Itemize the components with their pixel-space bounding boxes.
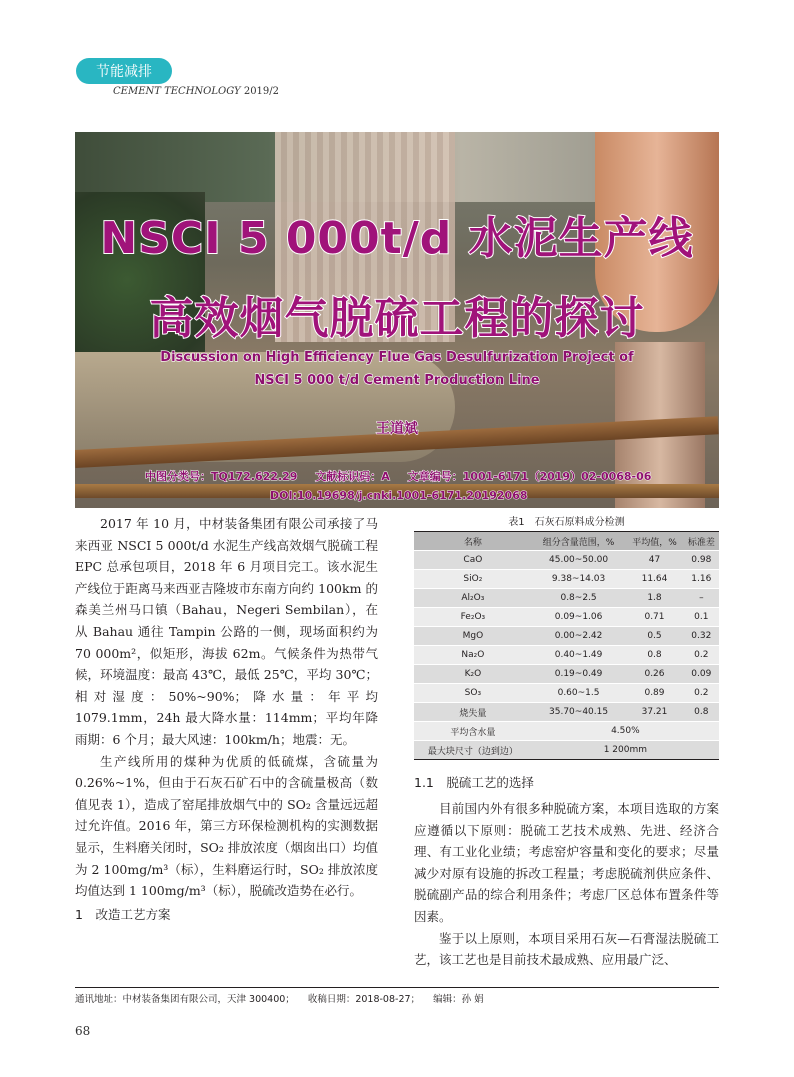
table-row <box>414 684 719 703</box>
table-cell: MgO <box>414 627 532 646</box>
table-cell: 0.71 <box>625 608 683 627</box>
section-tag: 节能减排 <box>76 58 172 84</box>
table-cell: K₂O <box>414 665 532 684</box>
table-row <box>414 703 719 722</box>
footer-divider <box>75 987 719 988</box>
received-date: 收稿日期：2018-08-27； <box>307 994 421 1005</box>
table-cell: Fe₂O₃ <box>414 608 532 627</box>
table-cell: 0.2 <box>684 684 719 703</box>
journal-issue: 2019/2 <box>243 86 280 97</box>
table-cell: 平均含水量 <box>414 722 532 741</box>
table-cell: 0.89 <box>625 684 683 703</box>
author: 王道斌 <box>376 421 418 437</box>
table-cell: Al₂O₃ <box>414 589 532 608</box>
table-row <box>414 570 719 589</box>
table-cell: 0.98 <box>684 551 719 570</box>
table-cell: 0.8~2.5 <box>532 589 626 608</box>
table-row <box>414 722 719 741</box>
table-row <box>414 551 719 570</box>
table-cell: 0.09 <box>684 665 719 684</box>
doi: DOI:10.19698/j.cnki.1001-6171.20192068 <box>270 489 528 502</box>
journal-name: CEMENT TECHNOLOGY <box>113 86 241 97</box>
left-column <box>75 513 378 926</box>
table-1 <box>414 513 719 760</box>
journal-header <box>113 86 279 97</box>
editor: 编辑：孙 娟 <box>433 994 484 1005</box>
section-heading: 1.1 脱硫工艺的选择 <box>414 775 534 790</box>
paragraph: 鉴于以上原则，本项目采用石灰—石膏湿法脱硫工艺，该工艺也是目前技术最成熟、应用最广泛、 <box>414 930 719 968</box>
table-cell: 1.16 <box>684 570 719 589</box>
table-cell: 11.64 <box>625 570 683 589</box>
section-heading: 1 改造工艺方案 <box>75 906 171 922</box>
table-row <box>414 646 719 665</box>
table-cell: 0.00~2.42 <box>532 627 626 646</box>
table-cell: 0.19~0.49 <box>532 665 626 684</box>
table-cell: 0.1 <box>684 608 719 627</box>
document-code: 文献标识码：A <box>315 470 390 483</box>
table-cell: 0.8 <box>625 646 683 665</box>
table-cell: 烧失量 <box>414 703 532 722</box>
table-cell: 0.60~1.5 <box>532 684 626 703</box>
paragraph: 2017 年 10 月，中材装备集团有限公司承接了马来西亚 NSCI 5 000t/d 水泥生产线高效烟气脱硫工程 EPC 总承包项目，2018 年 6 月项目完工。该水泥生产线位于距离马来西亚吉隆坡市东南方向约 100km 的森美兰州马口镇（Bahau，Negeri Sembilan），在从 Bahau 通往 Tampin 公路的一侧，现场面积约为 70 000m²，似矩形，海拔 62m。气候条件为热带气候，环境温度：最高 43℃，最低 25℃，平均 30℃；相对湿度：50%~90%；降水量：年平均 1079.1mm，24h 最大降水量：114mm；平均年降雨期：6 个月；最大风速：100km/h；地震：无。 <box>75 516 378 747</box>
table-cell: 0.09~1.06 <box>532 608 626 627</box>
table-cell: 4.50% <box>532 722 719 741</box>
table-row <box>414 589 719 608</box>
table-header: 组分含量范围，% <box>532 532 626 551</box>
table-cell: 35.70~40.15 <box>532 703 626 722</box>
article-title-line2: 高效烟气脱硫工程的探讨 <box>149 293 645 344</box>
table-cell: 9.38~14.03 <box>532 570 626 589</box>
table-cell: – <box>684 589 719 608</box>
table-cell: 1 200mm <box>532 741 719 760</box>
table-row <box>414 741 719 760</box>
english-title-line2: NSCI 5 000 t/d Cement Production Line <box>254 373 540 388</box>
article-number: 文章编号：1001-6171（2019）02-0068-06 <box>407 470 652 483</box>
table-cell: 47 <box>625 551 683 570</box>
table-cell: 37.21 <box>625 703 683 722</box>
article-title-line1: NSCI 5 000t/d 水泥生产线 <box>100 213 694 264</box>
table-cell: CaO <box>414 551 532 570</box>
table-cell: SiO₂ <box>414 570 532 589</box>
table-row <box>414 608 719 627</box>
table-header: 平均值，% <box>625 532 683 551</box>
article-meta <box>145 468 665 484</box>
table-cell: 0.32 <box>684 627 719 646</box>
paragraph: 生产线所用的煤种为优质的低硫煤，含硫量为 0.26%~1%，但由于石灰石矿石中的含硫量极高（数值见表 1），造成了窑尾排放烟气中的 SO₂ 含量远远超过允许值。2016 年，第三方环保检测机构的实测数据显示，生料磨关闭时，SO₂ 排放浓度（烟囱出口）均值为 2 100mg/m³（标），生料磨运行时，SO₂ 排放浓度均值达到 1 100mg/m³（标），脱硫改造势在必行。 <box>75 753 378 899</box>
right-column <box>414 770 719 971</box>
table-row <box>414 665 719 684</box>
table-cell: 45.00~50.00 <box>532 551 626 570</box>
table-cell: 0.5 <box>625 627 683 646</box>
composition-table <box>414 531 719 760</box>
table-caption: 表1 石灰石原料成分检测 <box>508 517 625 528</box>
table-cell: 0.2 <box>684 646 719 665</box>
table-row <box>414 627 719 646</box>
footer-notes <box>75 991 494 1005</box>
table-header: 名称 <box>414 532 532 551</box>
hero-banner <box>75 132 719 508</box>
table-cell: 1.8 <box>625 589 683 608</box>
table-cell: Na₂O <box>414 646 532 665</box>
clc-number: 中图分类号：TQ172.622.29 <box>145 470 298 483</box>
page-number: 68 <box>75 1024 91 1038</box>
table-cell: 最大块尺寸（边到边） <box>414 741 532 760</box>
table-cell: SO₃ <box>414 684 532 703</box>
paragraph: 目前国内外有很多种脱硫方案，本项目选取的方案应遵循以下原则：脱硫工艺技术成熟、先进、经济合理、有工业化业绩；考虑窑炉容量和变化的要求；尽量减少对原有设施的拆改工程量；考虑脱硫剂供应条件、脱硫副产品的综合利用条件；考虑厂区总体布置条件等因素。 <box>414 801 719 924</box>
table-header: 标准差 <box>684 532 719 551</box>
table-cell: 0.26 <box>625 665 683 684</box>
author-address: 通讯地址：中材装备集团有限公司，天津 300400； <box>75 994 295 1005</box>
table-cell: 0.40~1.49 <box>532 646 626 665</box>
table-cell: 0.8 <box>684 703 719 722</box>
english-title-line1: Discussion on High Efficiency Flue Gas Desulfurization Project of <box>160 350 634 365</box>
